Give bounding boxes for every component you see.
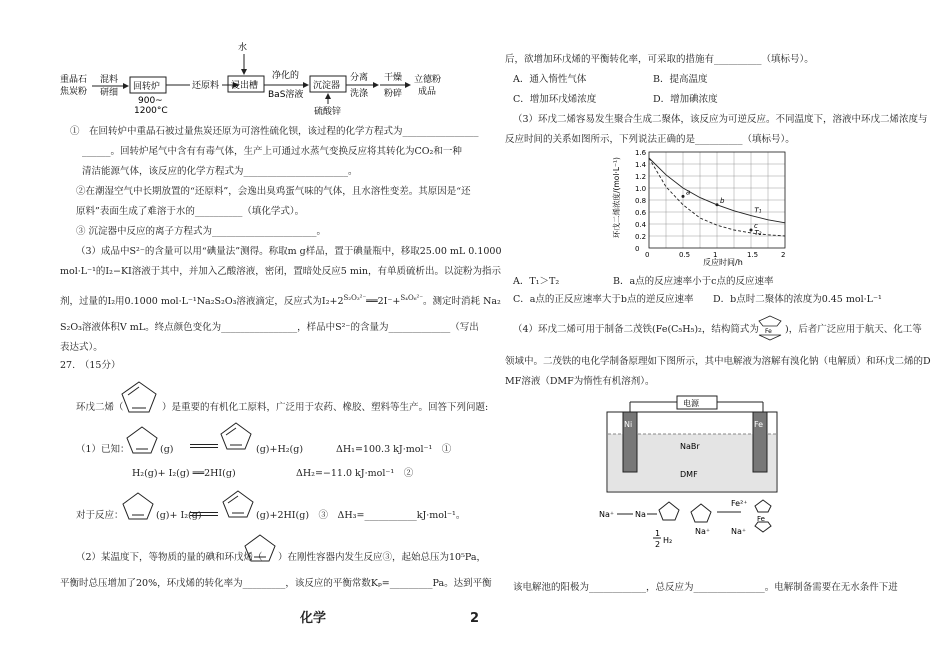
cell-dmf: DMF [680, 470, 698, 479]
k3-label: 对于反应： [76, 510, 124, 521]
series-label-1: T₁ [754, 206, 762, 215]
k2-dh: ΔH₂=−11.0 kJ·mol⁻¹ ② [296, 468, 414, 479]
flow-crush: 粉碎 [384, 89, 403, 99]
electrolysis-cell-diagram [595, 394, 815, 564]
concentration-time-chart [605, 146, 795, 268]
cyclopentadiene-structure-2 [218, 420, 254, 452]
y-tick-label: 1.6 [635, 149, 647, 157]
point-a [682, 195, 685, 198]
cyclopentene-structure [124, 424, 160, 456]
point-c [750, 229, 753, 232]
flow-start-2: 焦炭粉 [60, 87, 88, 97]
r-line-1: 后，欲增加环戊烯的平衡转化率，可采取的措施有__________（填标号）。 [505, 54, 814, 65]
cyclopentene-structure-2 [120, 490, 156, 522]
q2-line-b: 原料”表面生成了难溶于水的__________（填化学式）。 [76, 206, 305, 217]
k3-gas1: (g)+ I₂(g) [156, 510, 202, 521]
q4-end: 。测定时消耗 Na₂ [423, 296, 501, 308]
cyclopentadiene-structure [118, 378, 160, 416]
flow-box-precipitator: 沉淀器 [313, 81, 341, 91]
option-c: C．增加环戊烯浓度 [513, 94, 597, 105]
point-label-c: c [754, 222, 758, 230]
y-tick-label: 1.4 [635, 161, 647, 169]
option-a: A．通入惰性气体 [513, 74, 587, 85]
chart-xlabel: 反应时间/h [703, 258, 743, 267]
q4-line-d: S₂O₃溶液体积V mL。终点颜色变化为________________，样品中S²⁻的含量为_____________（写出 [60, 322, 479, 333]
q4-line-e: 表达式）。 [60, 342, 103, 353]
k1-label: （1）已知： [76, 444, 130, 455]
y-tick-label: 0.2 [635, 233, 647, 241]
y-tick-label: 1.0 [635, 185, 647, 193]
q2-line-a: ②在潮湿空气中长期放置的“还原料”，会逸出臭鸡蛋气味的气体，且水溶性变差。其原因是“还 [76, 186, 471, 197]
flow-water: 水 [238, 43, 248, 53]
flow-start-1: 重晶石 [60, 75, 88, 85]
rxn-h2: H₂ [663, 536, 673, 545]
flow-box-leach-tank: 浸出槽 [231, 81, 259, 91]
k2-equation: H₂(g)+ I₂(g) ══2HI(g) [132, 468, 236, 479]
rxn-na-plus-3: Na⁺ [731, 527, 747, 536]
flow-dry: 干燥 [384, 73, 403, 83]
flow-step1: 混料 [100, 75, 119, 85]
y-tick-label: 0.8 [635, 197, 647, 205]
flow-temp1: 900~ [138, 96, 163, 106]
chart-ylabel: 环戊二烯浓度/(mol·L⁻¹) [612, 157, 621, 238]
x-tick-label: 1 [713, 251, 718, 259]
q3-line: ③ 沉淀器中反应的离子方程式为______________________。 [76, 226, 327, 237]
q4-line-c [60, 294, 501, 309]
cell-nabr: NaBr [680, 442, 700, 451]
series-label-2: T₂ [754, 229, 762, 237]
cyclopentadiene-structure-3 [220, 488, 256, 520]
cell-fe: Fe [754, 420, 764, 429]
y-tick-label: 1.2 [635, 173, 647, 181]
ion-tetrathionate: S₄O₆²⁻ [400, 294, 424, 302]
q4-text: 剂，过量的I₂用0.1000 mol·L⁻¹Na₂S₂O₃溶液滴定，反应式为I₂+2 [60, 296, 344, 308]
flow-box-rotary-kiln: 回转炉 [133, 82, 161, 92]
k3-gas2: (g)+2HI(g) ③ ΔH₃=___________kJ·mol⁻¹。 [256, 510, 466, 521]
q1-line-b: ______。回转炉尾气中含有有毒气体，生产上可通过水蒸气变换反应将其转化为CO₂和一种 [82, 146, 462, 157]
q4-mid: ══2I⁻+ [366, 296, 401, 308]
point-b [716, 203, 719, 206]
flow-zinc-sulfate: 硫酸锌 [314, 107, 342, 117]
option-b: B．提高温度 [653, 74, 708, 85]
cyclopentene-structure-3 [242, 532, 278, 564]
footer-subject: 化学 [300, 611, 327, 626]
equals-arrow-2 [190, 512, 218, 516]
flow-reduced-material: 还原料 [192, 81, 220, 91]
r-line-4a: （4）环戊二烯可用于制备二茂铁(Fe(C₅H₅)₂，结构简式为 [513, 324, 759, 335]
rxn-fe-product: Fe [757, 515, 765, 523]
chart-option-d: D．b点时二聚体的浓度为0.45 mol·L⁻¹ [713, 294, 882, 305]
rxn-na-plus-2: Na⁺ [695, 527, 711, 536]
q4-line-b: mol·L⁻¹的I₂−KI溶液于其中，并加入乙酸溶液，密闭，置暗处反应5 min，有单质硫析出。以淀粉为指示 [60, 266, 502, 277]
r-line-2: （3）环戊二烯容易发生聚合生成二聚体，该反应为可逆反应。不同温度下，溶液中环戊二烯浓度与 [513, 114, 928, 125]
q1-line-a: ① 在回转炉中重晶石被过量焦炭还原为可溶性硫化钡，该过程的化学方程式为________________ [70, 126, 479, 137]
x-tick-label: 1.5 [747, 251, 759, 259]
q4-line-a: （3）成品中S²⁻的含量可以用“碘量法”测得。称取m g样品，置于碘量瓶中，移取25.00 mL 0.1000 [76, 246, 502, 257]
rxn-fe2: Fe²⁺ [731, 499, 748, 508]
flow-step1b: 研细 [100, 88, 119, 98]
footer-page-number: 2 [470, 611, 480, 626]
k1-gas2: (g)+H₂(g) [256, 444, 304, 455]
k1-dh: ΔH₁=100.3 kJ·mol⁻¹ ① [336, 444, 452, 455]
r-line-3: 反应时间的关系如图所示，下列说法正确的是__________（填标号）。 [505, 134, 795, 145]
rxn-na-plus: Na⁺ [599, 510, 615, 519]
chart-option-a: A．T₁＞T₂ [513, 276, 560, 287]
process-flow-diagram [60, 40, 470, 120]
x-tick-label: 0 [645, 251, 650, 259]
point-label-b: b [720, 196, 725, 205]
chart-option-b: B．a点的反应速率小于c点的反应速率 [613, 276, 774, 287]
flow-product1: 立德粉 [414, 75, 442, 85]
flow-liquid1: 净化的 [272, 71, 300, 81]
chart-option-c: C．a点的正反应速率大于b点的逆反应速率 [513, 294, 694, 305]
q5-line-a: （2）某温度下，等物质的量的碘和环戊烯（ [76, 552, 263, 563]
flow-liquid2: BaS溶液 [268, 90, 304, 100]
r-line-5: 领域中。二茂铁的电化学制备原理如下图所示，其中电解液为溶解有溴化钠（电解质）和环戊二烯的D [505, 356, 931, 367]
x-tick-label: 2 [781, 251, 786, 259]
flow-separate: 分离 [350, 73, 369, 83]
r-line-7: 该电解池的阳极为____________，总反应为_______________。电解制备需要在无水条件下进 [513, 582, 898, 593]
rxn-two: 2 [655, 540, 661, 549]
flow-product2: 成品 [418, 87, 437, 97]
ion-thiosulfate: S₂O₃²⁻ [343, 294, 367, 302]
x-tick-label: 0.5 [679, 251, 691, 259]
cell-power: 电源 [683, 399, 699, 408]
q5-line-b: ）在刚性容器内发生反应③，起始总压为10⁵Pa， [278, 552, 487, 563]
r-line-6: MF溶液（DMF为惰性有机溶剂）。 [505, 376, 655, 387]
rxn-na: Na [635, 510, 646, 519]
q1-line-c: 清洁能源气体，该反应的化学方程式为______________________。 [82, 166, 358, 177]
y-tick-label: 0 [635, 245, 640, 253]
ferrocene-fe: Fe [765, 328, 772, 335]
flow-temp2: 1200°C [134, 106, 168, 116]
point-label-a: a [686, 188, 691, 197]
k1-gas1: (g) [160, 444, 174, 455]
q5-line-c: 平衡时总压增加了20%，环戊烯的转化率为_________，该反应的平衡常数Kₚ=_________Pa。达到平衡 [60, 578, 492, 589]
option-d: D．增加碘浓度 [653, 94, 718, 105]
cell-ni: Ni [624, 420, 633, 429]
intro-text-b: ）是重要的有机化工原料，广泛用于农药、橡胶、塑料等生产。回答下列问题: [162, 402, 489, 413]
intro-text-a: 环戊二烯（ [76, 402, 124, 413]
y-tick-label: 0.6 [635, 209, 647, 217]
y-tick-label: 0.4 [635, 221, 647, 229]
rxn-half: 1 [655, 529, 661, 538]
r-line-4b: )，后者广泛应用于航天、化工等 [785, 324, 922, 335]
flow-wash: 洗涤 [350, 89, 369, 99]
ferrocene-structure [755, 314, 785, 342]
question-27-header: 27. （15分） [60, 360, 121, 371]
